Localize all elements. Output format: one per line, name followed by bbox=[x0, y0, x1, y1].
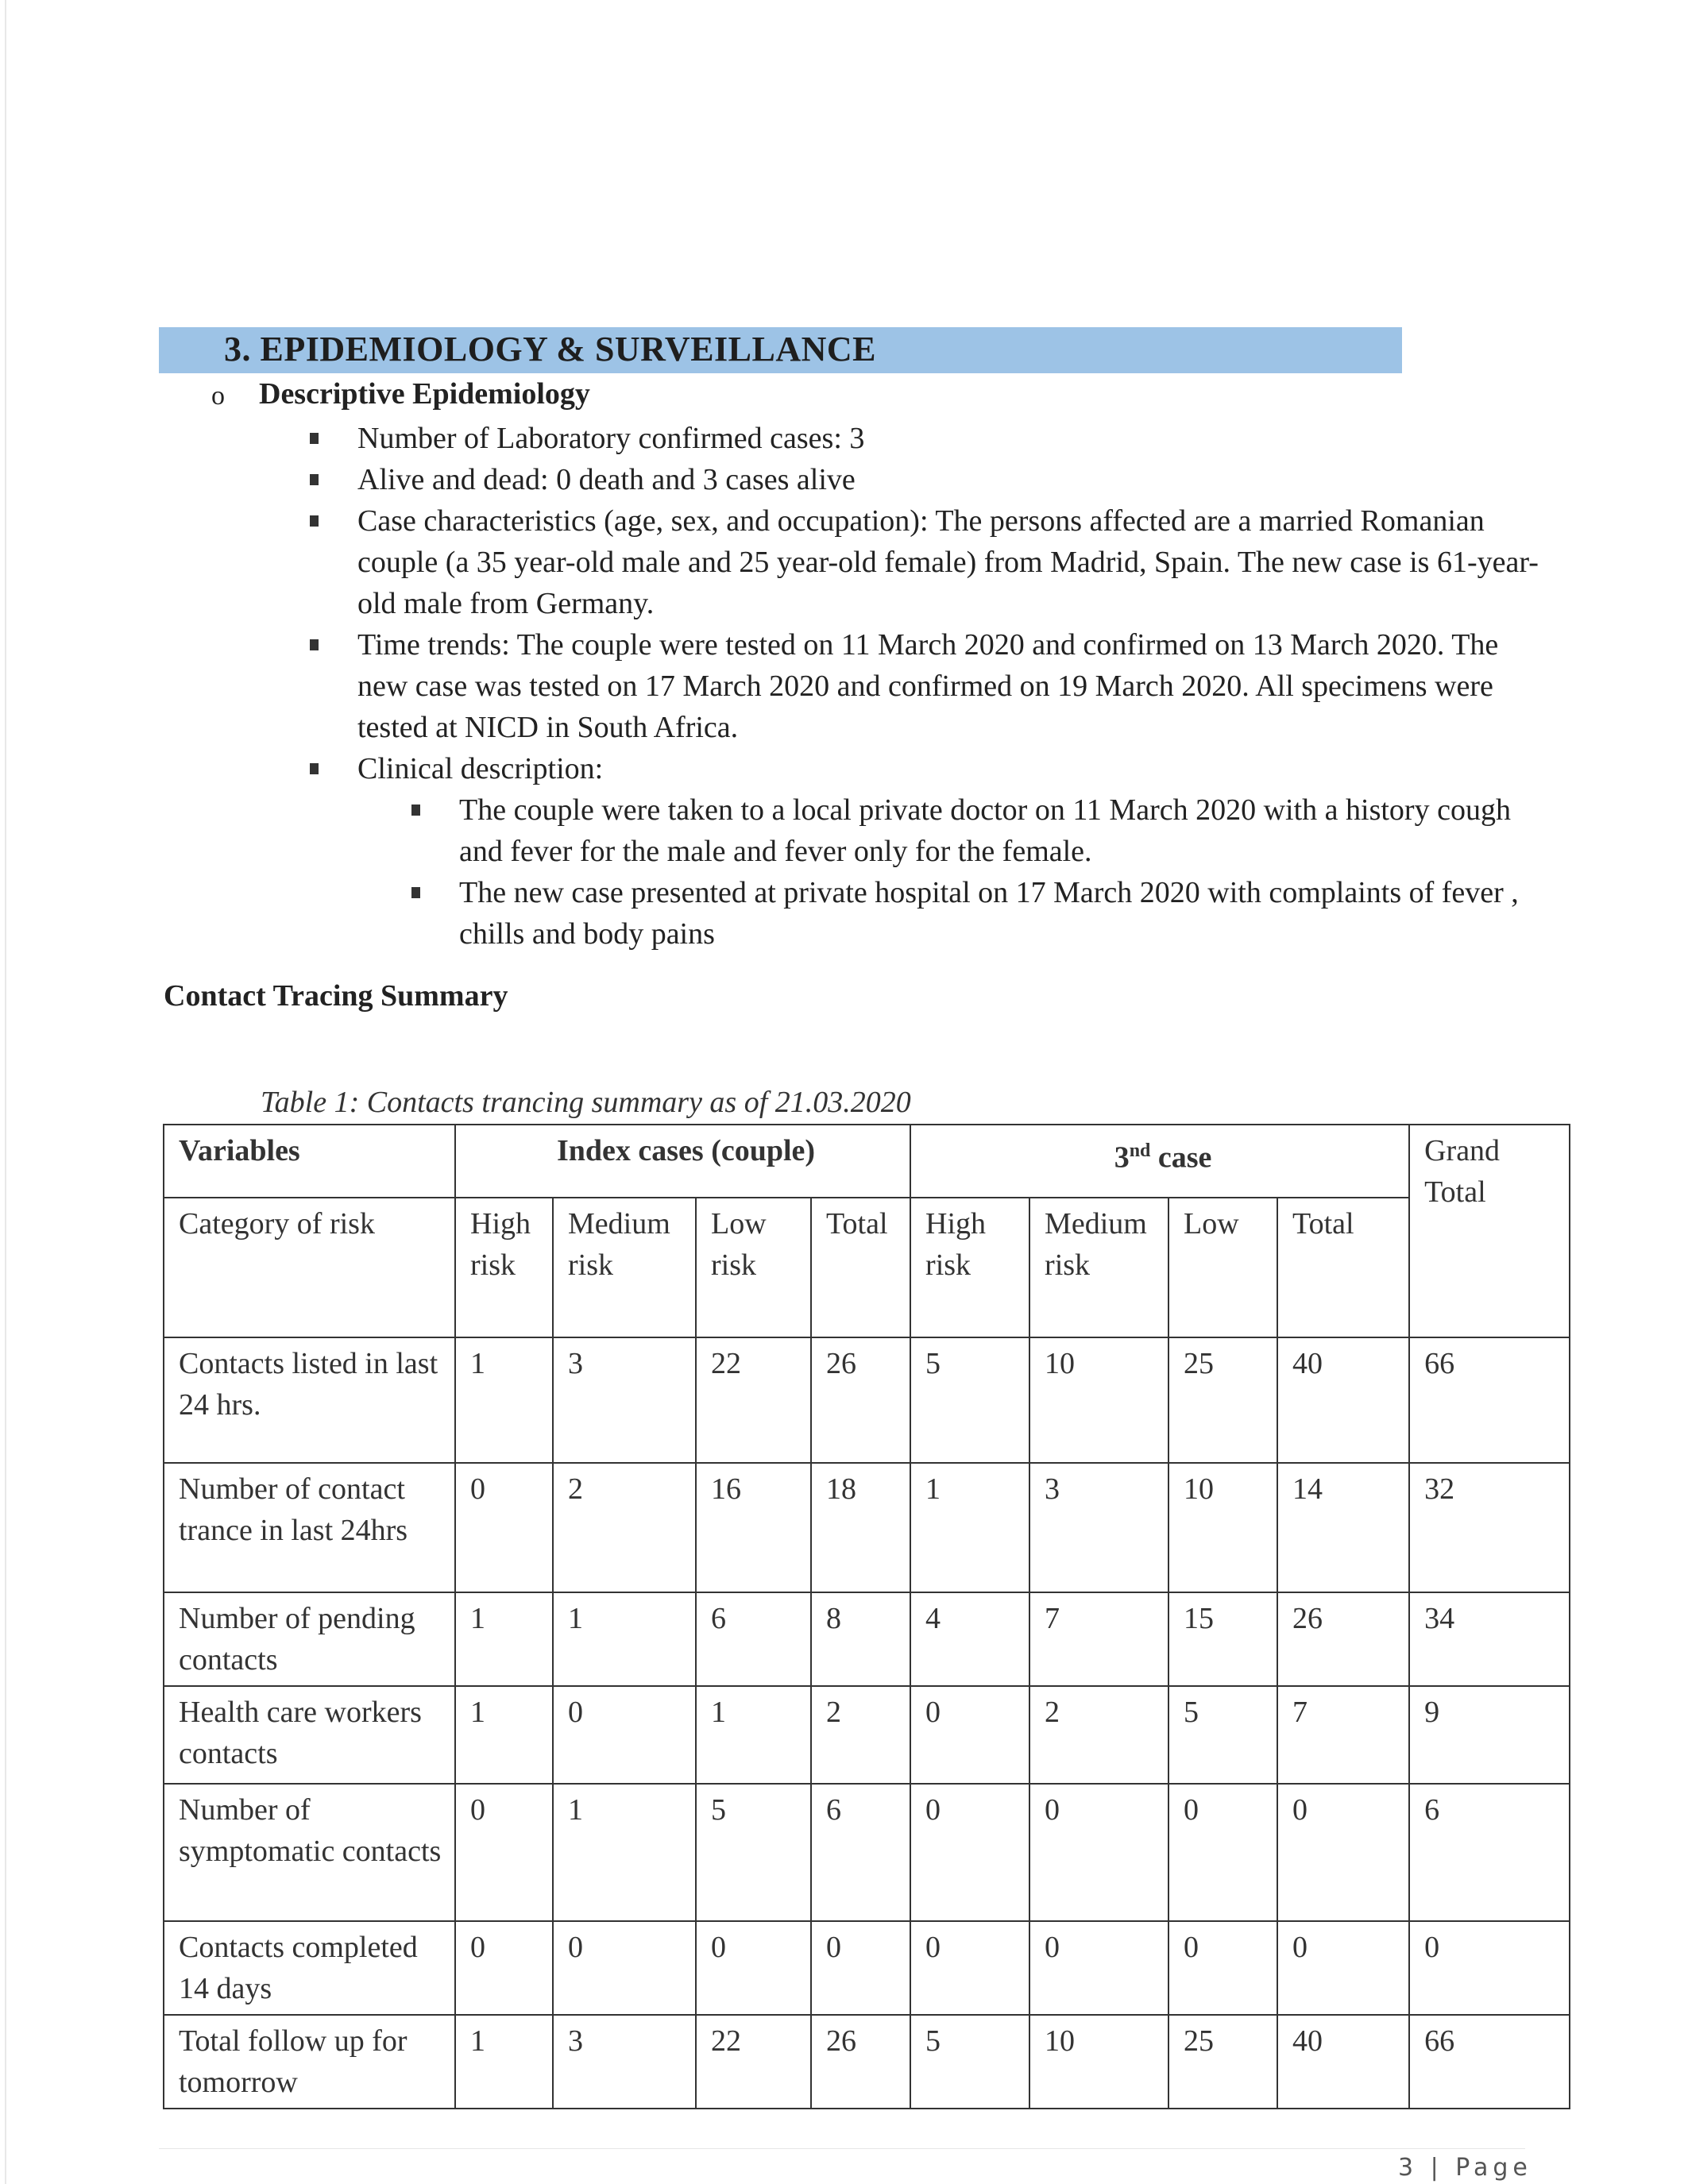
table-cell: 26 bbox=[811, 2015, 910, 2109]
table-cell: 1 bbox=[455, 1337, 553, 1463]
contact-tracing-title: Contact Tracing Summary bbox=[164, 979, 508, 1013]
square-bullet-icon bbox=[310, 433, 319, 444]
table-cell: 2 bbox=[811, 1686, 910, 1784]
table-cell: 34 bbox=[1409, 1592, 1570, 1686]
table-cell: 0 bbox=[1277, 1921, 1409, 2015]
table-cell: 10 bbox=[1168, 1463, 1277, 1592]
table-subheader-row bbox=[164, 1198, 1570, 1337]
table-cell: 5 bbox=[910, 1337, 1029, 1463]
row-label: Number of pending contacts bbox=[164, 1592, 455, 1686]
header-index-high: High risk bbox=[455, 1198, 553, 1337]
table-cell: 0 bbox=[1029, 1784, 1168, 1921]
table-cell: 40 bbox=[1277, 2015, 1409, 2109]
header-third-total: Total bbox=[1277, 1198, 1409, 1337]
table-cell: 8 bbox=[811, 1592, 910, 1686]
table-cell: 26 bbox=[1277, 1592, 1409, 1686]
nested-list-item: The couple were taken to a local private doctor on 11 March 2020 with a history cough and fever for the male and fever only for the female. bbox=[310, 789, 1549, 872]
table-cell: 32 bbox=[1409, 1463, 1570, 1592]
nested-list-item: The new case presented at private hospital on 17 March 2020 with complaints of fever , chills and body pains bbox=[310, 872, 1549, 955]
table-cell: 66 bbox=[1409, 2015, 1570, 2109]
hollow-bullet-icon: o bbox=[211, 381, 225, 411]
row-label: Health care workers contacts bbox=[164, 1686, 455, 1784]
table-cell: 5 bbox=[1168, 1686, 1277, 1784]
header-grand-total: Grand Total bbox=[1409, 1125, 1570, 1337]
table-cell: 6 bbox=[1409, 1784, 1570, 1921]
table-cell: 6 bbox=[811, 1784, 910, 1921]
square-bullet-icon bbox=[310, 515, 319, 527]
table-cell: 15 bbox=[1168, 1592, 1277, 1686]
table-cell: 3 bbox=[1029, 1463, 1168, 1592]
table-cell: 0 bbox=[553, 1686, 696, 1784]
list-item: Alive and dead: 0 death and 3 cases alive bbox=[310, 459, 1549, 500]
table-cell: 0 bbox=[1029, 1921, 1168, 2015]
row-label: Number of symptomatic contacts bbox=[164, 1784, 455, 1921]
header-category-of-risk: Category of risk bbox=[164, 1198, 455, 1337]
table-cell: 0 bbox=[811, 1921, 910, 2015]
header-index-total: Total bbox=[811, 1198, 910, 1337]
header-index-low: Low risk bbox=[696, 1198, 811, 1337]
page-number: 3 | Page bbox=[1398, 2154, 1532, 2182]
table-cell: 0 bbox=[1168, 1784, 1277, 1921]
subsection-heading: Descriptive Epidemiology bbox=[259, 377, 590, 411]
table-cell: 4 bbox=[910, 1592, 1029, 1686]
table-cell: 0 bbox=[910, 1921, 1029, 2015]
table-cell: 22 bbox=[696, 1337, 811, 1463]
table-cell: 5 bbox=[910, 2015, 1029, 2109]
table-cell: 25 bbox=[1168, 1337, 1277, 1463]
table-cell: 26 bbox=[811, 1337, 910, 1463]
table-cell: 7 bbox=[1277, 1686, 1409, 1784]
table-row bbox=[164, 1686, 1570, 1784]
header-third-case: 3nd case bbox=[910, 1125, 1409, 1198]
bullet-list bbox=[310, 418, 1549, 955]
list-item: Case characteristics (age, sex, and occupation): The persons affected are a married Romanian couple (a 35 year-old male and 25 year-old female) from Madrid, Spain. The new case is 61-year-old male from Germany. bbox=[310, 500, 1549, 624]
table-cell: 1 bbox=[553, 1592, 696, 1686]
list-item: Number of Laboratory confirmed cases: 3 bbox=[310, 418, 1549, 459]
table-cell: 3 bbox=[553, 1337, 696, 1463]
header-index-cases: Index cases (couple) bbox=[455, 1125, 910, 1198]
table-cell: 0 bbox=[1409, 1921, 1570, 2015]
row-label: Contacts listed in last 24 hrs. bbox=[164, 1337, 455, 1463]
scan-edge bbox=[5, 0, 6, 2184]
square-bullet-icon bbox=[310, 763, 319, 774]
header-index-medium: Medium risk bbox=[553, 1198, 696, 1337]
contact-tracing-table bbox=[163, 1124, 1570, 2109]
table-cell: 3 bbox=[553, 2015, 696, 2109]
list-item: Time trends: The couple were tested on 11 March 2020 and confirmed on 13 March 2020. The new case was tested on 17 March 2020 and confirmed on 19 March 2020. All specimens were tested at NICD in South Africa. bbox=[310, 624, 1549, 748]
header-variables: Variables bbox=[164, 1125, 455, 1198]
table-cell: 2 bbox=[1029, 1686, 1168, 1784]
square-bullet-icon bbox=[310, 639, 319, 650]
table-row bbox=[164, 1592, 1570, 1686]
table-header-row bbox=[164, 1125, 1570, 1198]
table-cell: 0 bbox=[1277, 1784, 1409, 1921]
table-cell: 10 bbox=[1029, 2015, 1168, 2109]
table-cell: 14 bbox=[1277, 1463, 1409, 1592]
table-body bbox=[164, 1337, 1570, 2109]
table-caption: Table 1: Contacts trancing summary as of 21.03.2020 bbox=[261, 1086, 911, 1119]
table-cell: 0 bbox=[455, 1784, 553, 1921]
header-third-low: Low bbox=[1168, 1198, 1277, 1337]
table-cell: 18 bbox=[811, 1463, 910, 1592]
table-cell: 16 bbox=[696, 1463, 811, 1592]
table-cell: 1 bbox=[696, 1686, 811, 1784]
table-cell: 22 bbox=[696, 2015, 811, 2109]
table-row bbox=[164, 1784, 1570, 1921]
square-bullet-icon bbox=[411, 805, 420, 816]
footer-divider bbox=[159, 2148, 1525, 2149]
table-cell: 0 bbox=[910, 1686, 1029, 1784]
table-cell: 40 bbox=[1277, 1337, 1409, 1463]
table-cell: 0 bbox=[910, 1784, 1029, 1921]
table-cell: 6 bbox=[696, 1592, 811, 1686]
table-row bbox=[164, 1463, 1570, 1592]
list-item: Clinical description: bbox=[310, 748, 1549, 789]
table-cell: 1 bbox=[910, 1463, 1029, 1592]
table-cell: 2 bbox=[553, 1463, 696, 1592]
row-label: Contacts completed 14 days bbox=[164, 1921, 455, 2015]
table-row bbox=[164, 2015, 1570, 2109]
square-bullet-icon bbox=[310, 474, 319, 485]
table-cell: 25 bbox=[1168, 2015, 1277, 2109]
table-cell: 0 bbox=[455, 1463, 553, 1592]
table-cell: 1 bbox=[553, 1784, 696, 1921]
table-cell: 9 bbox=[1409, 1686, 1570, 1784]
table-cell: 1 bbox=[455, 1592, 553, 1686]
table-cell: 0 bbox=[1168, 1921, 1277, 2015]
section-heading: 3. EPIDEMIOLOGY & SURVEILLANCE bbox=[224, 330, 877, 369]
table-cell: 0 bbox=[553, 1921, 696, 2015]
square-bullet-icon bbox=[411, 887, 420, 898]
table-cell: 5 bbox=[696, 1784, 811, 1921]
table-cell: 66 bbox=[1409, 1337, 1570, 1463]
table-cell: 1 bbox=[455, 2015, 553, 2109]
table-cell: 1 bbox=[455, 1686, 553, 1784]
table-row bbox=[164, 1921, 1570, 2015]
table-cell: 0 bbox=[455, 1921, 553, 2015]
table-cell: 7 bbox=[1029, 1592, 1168, 1686]
table-row bbox=[164, 1337, 1570, 1463]
header-third-high: High risk bbox=[910, 1198, 1029, 1337]
table-cell: 10 bbox=[1029, 1337, 1168, 1463]
row-label: Number of contact trance in last 24hrs bbox=[164, 1463, 455, 1592]
table-cell: 0 bbox=[696, 1921, 811, 2015]
row-label: Total follow up for tomorrow bbox=[164, 2015, 455, 2109]
header-third-medium: Medium risk bbox=[1029, 1198, 1168, 1337]
